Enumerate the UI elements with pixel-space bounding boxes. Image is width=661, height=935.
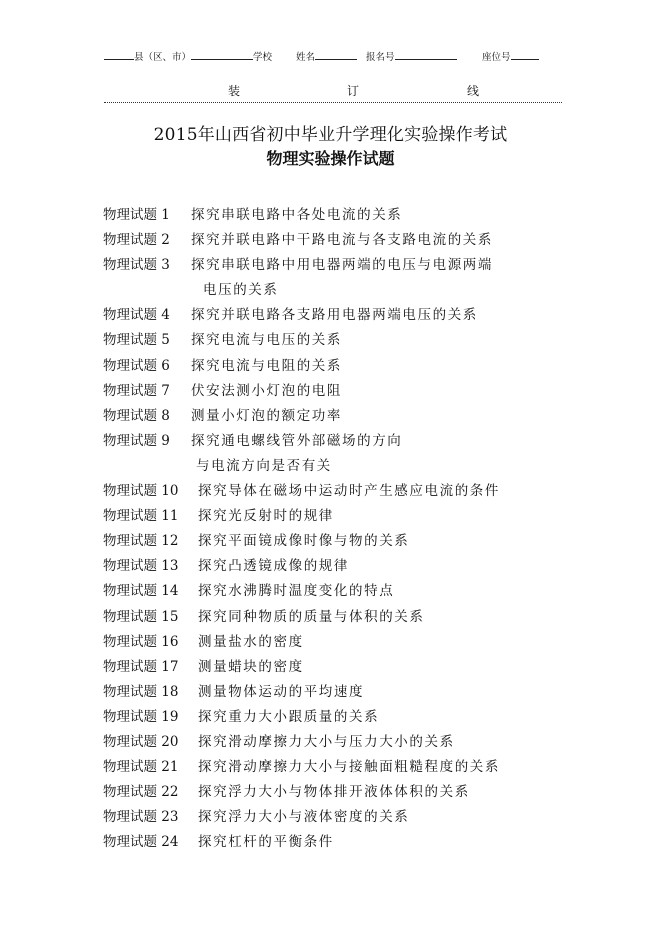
experiment-number: 物理试题 11 [103,508,179,525]
school-blank [191,48,253,60]
experiment-number: 物理试题 14 [103,583,179,600]
experiment-number: 物理试题 12 [103,533,179,550]
experiment-title: 探究并联电路中干路电流与各支路电流的关系 [191,232,493,249]
binding-char-zhuang: 装 [228,84,241,98]
experiment-item [103,504,583,529]
seat-field [482,48,539,63]
experiment-number: 物理试题 22 [103,784,179,801]
experiment-number: 物理试题 10 [103,483,179,500]
experiment-number: 物理试题 17 [103,658,179,675]
experiment-item [103,203,583,228]
experiment-title: 探究浮力大小与物体排开液体体积的关系 [198,784,470,801]
seat-blank [511,48,539,60]
experiment-item-continuation [103,454,583,479]
experiment-title-continuation: 与电流方向是否有关 [196,457,332,474]
experiment-title: 探究重力大小跟质量的关系 [198,708,380,725]
experiment-item [103,705,583,730]
experiment-title: 测量物体运动的平均速度 [198,683,365,700]
experiment-item [103,805,583,830]
experiment-item [103,479,583,504]
experiment-title: 探究同种物质的质量与体积的关系 [198,608,425,625]
experiment-item [103,579,583,604]
binding-char-ding: 订 [347,84,360,98]
experiment-title: 探究导体在磁场中运动时产生感应电流的条件 [198,483,500,500]
experiment-item [103,630,583,655]
experiment-item [103,328,583,353]
experiment-item [103,554,583,579]
experiment-number: 物理试题 8 [103,407,170,424]
experiment-item [103,303,583,328]
experiment-number: 物理试题 19 [103,708,179,725]
experiment-item [103,429,583,454]
experiment-title: 测量蜡块的密度 [198,658,304,675]
experiment-number: 物理试题 3 [103,257,170,274]
experiment-title: 探究通电螺线管外部磁场的方向 [191,432,403,449]
experiment-title: 测量小灯泡的额定功率 [191,407,342,424]
experiment-number: 物理试题 24 [103,834,179,851]
experiment-number: 物理试题 15 [103,608,179,625]
experiment-title: 探究浮力大小与液体密度的关系 [198,809,410,826]
experiment-item [103,680,583,705]
experiment-number: 物理试题 23 [103,809,179,826]
experiment-number: 物理试题 9 [103,432,170,449]
experiment-number: 物理试题 1 [103,207,170,223]
experiment-item [103,730,583,755]
experiment-item [103,404,583,429]
experiment-number: 物理试题 2 [103,232,170,249]
name-blank [315,48,357,60]
regno-field [366,48,457,63]
experiment-title: 探究滑动摩擦力大小与压力大小的关系 [198,733,455,750]
experiment-title: 探究串联电路中用电器两端的电压与电源两端 [191,257,493,274]
experiment-item-continuation [103,278,583,303]
experiment-item [103,605,583,630]
county-field [104,48,272,63]
experiment-item [103,780,583,805]
experiment-item [103,529,583,554]
experiment-title: 探究平面镜成像时像与物的关系 [198,533,410,550]
experiment-item [103,755,583,780]
experiment-item [103,228,583,253]
experiment-title: 探究电流与电阻的关系 [191,357,342,374]
experiment-number: 物理试题 4 [103,307,170,324]
experiment-title: 探究水沸腾时温度变化的特点 [198,583,395,600]
regno-blank [395,48,457,60]
experiment-item [103,655,583,680]
experiment-number: 物理试题 13 [103,558,179,575]
experiment-title: 探究光反射时的规律 [198,508,334,525]
experiment-item [103,379,583,404]
experiment-title: 探究并联电路各支路用电器两端电压的关系 [191,307,478,324]
experiment-number: 物理试题 18 [103,683,179,700]
page-title: 2015年山西省初中毕业升学理化实验操作考试 [153,125,508,145]
experiment-title: 探究杠杆的平衡条件 [198,834,334,851]
name-field [296,48,357,63]
experiment-title: 伏安法测小灯泡的电阻 [191,382,342,399]
experiment-number: 物理试题 7 [103,382,170,399]
experiment-title: 探究串联电路中各处电流的关系 [191,207,403,223]
county-blank [104,48,134,60]
experiment-item [103,253,583,278]
experiment-title: 探究滑动摩擦力大小与接触面粗糙程度的关系 [198,759,500,776]
binding-char-xian: 线 [467,84,480,98]
experiment-number: 物理试题 20 [103,733,179,750]
experiment-title: 探究凸透镜成像的规律 [198,558,349,575]
experiment-item [103,354,583,379]
binding-dotted-line [104,92,562,103]
experiment-title: 测量盐水的密度 [198,633,304,650]
exam-header-fields [104,48,564,64]
county-label: 县（区、市） [134,52,192,63]
experiment-number: 物理试题 16 [103,633,179,650]
experiment-number: 物理试题 6 [103,357,170,374]
experiment-title-continuation: 电压的关系 [203,282,279,299]
seat-label: 座位号 [482,52,511,63]
page-subtitle: 物理实验操作试题 [266,149,395,168]
name-label: 姓名 [296,52,316,63]
experiment-number: 物理试题 21 [103,759,179,776]
experiment-item [103,830,583,855]
experiment-list [103,203,583,855]
regno-label: 报名号 [366,52,395,63]
experiment-number: 物理试题 5 [103,332,170,349]
experiment-title: 探究电流与电压的关系 [191,332,342,349]
school-label: 学校 [253,52,273,63]
